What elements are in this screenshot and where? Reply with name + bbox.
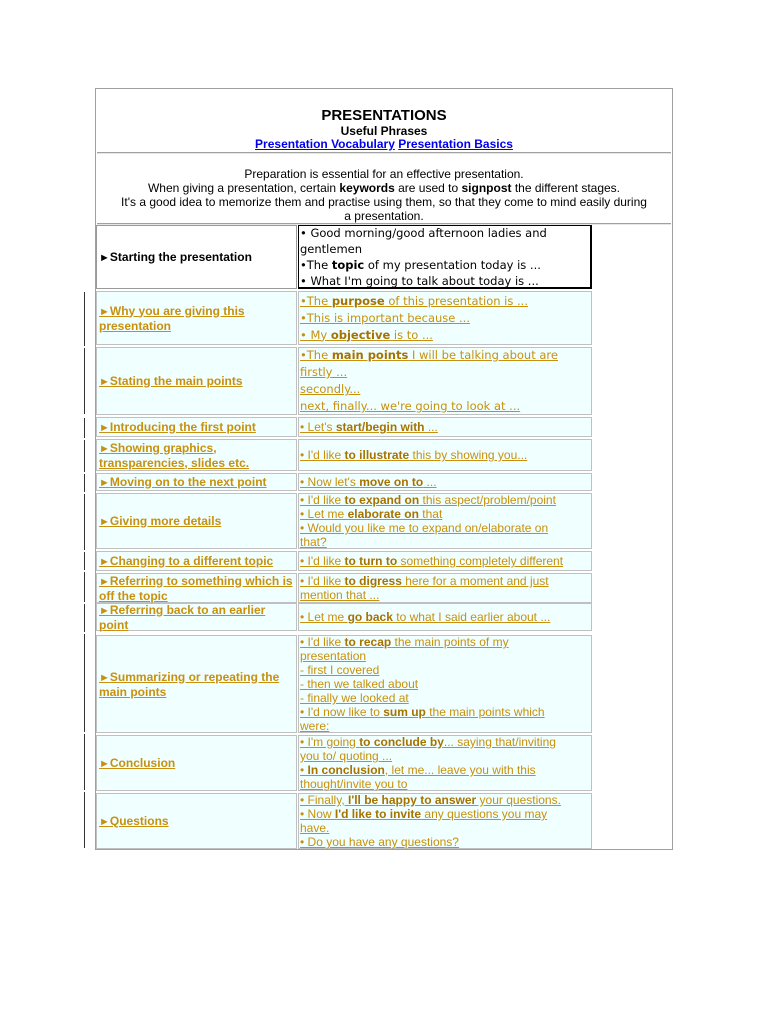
header-links	[96, 137, 672, 151]
phrase-text: gentlemen	[300, 241, 363, 256]
phrase-text: - then we talked about	[300, 677, 419, 691]
key-phrase: main points	[331, 348, 409, 362]
presentation-basics-link[interactable]: Presentation Basics	[398, 137, 513, 151]
phrase-line[interactable]	[300, 705, 590, 719]
phrase-line[interactable]	[300, 835, 590, 849]
phrase-cell	[298, 551, 592, 571]
phrase-line[interactable]	[300, 649, 590, 663]
stage-label-value: Giving more details	[109, 513, 222, 528]
key-phrase: to turn to	[344, 554, 398, 568]
phrase-cell	[298, 573, 592, 603]
key-phrase: purpose	[331, 293, 385, 308]
key-phrase: to expand on	[344, 493, 420, 507]
phrase-text: • I'd like	[300, 448, 345, 462]
page-title: PRESENTATIONS	[321, 107, 447, 124]
triangle-marker-icon: ►	[99, 305, 110, 318]
phrase-text: this aspect/problem/point	[419, 493, 556, 507]
triangle-marker-icon: ►	[99, 555, 110, 568]
phrase-cell	[298, 291, 592, 345]
divider	[97, 152, 671, 154]
triangle-marker-icon: ►	[99, 575, 110, 588]
phrase-cell	[298, 347, 592, 415]
phrase-text: • Now let's	[300, 475, 360, 489]
phrase-line[interactable]	[300, 554, 590, 568]
stage-label-value: Conclusion	[109, 755, 176, 770]
phrase-text: • I'd like	[300, 554, 345, 568]
stage-label-text	[99, 441, 294, 470]
table-row	[96, 347, 593, 415]
table-row	[96, 735, 593, 791]
table-row	[96, 493, 593, 549]
margin-line	[84, 440, 85, 472]
phrase-text: the main points of my	[391, 635, 509, 649]
stage-label-text	[99, 304, 294, 333]
stage-label-changing-to-a-different-topic[interactable]	[96, 551, 297, 571]
triangle-marker-icon: ►	[99, 815, 110, 828]
phrase-text: • Do you have any questions?	[300, 835, 459, 849]
phrase-cell	[298, 225, 592, 289]
phrase-text: •The	[300, 293, 332, 308]
phrase-text: • What I'm going to talk about today is ...	[300, 273, 539, 288]
stage-label-value: Starting the presentation	[109, 249, 252, 264]
stage-label-value: Stating the main points	[109, 373, 243, 388]
phrase-text: mention that ...	[300, 588, 380, 602]
stage-label-value: Referring back to an earlier point	[99, 602, 266, 632]
table-row	[96, 473, 593, 491]
phrase-text: is to ...	[390, 327, 433, 342]
table-row	[96, 573, 593, 603]
phrase-text: secondly...	[300, 382, 361, 396]
intro-text-segment: the different stages.	[511, 181, 621, 195]
margin-line	[84, 734, 85, 790]
phrase-text: • Now	[300, 807, 335, 821]
phrase-text: • Would you like me to expand on/elaborate on	[300, 521, 549, 535]
stage-label-value: Changing to a different topic	[109, 553, 274, 568]
triangle-marker-icon: ►	[99, 604, 110, 617]
margin-line	[84, 634, 85, 732]
key-phrase: to digress	[344, 574, 402, 588]
phrase-line[interactable]	[300, 807, 590, 821]
phrase-line	[300, 241, 589, 257]
phrase-line[interactable]	[300, 448, 590, 462]
phrase-cell	[298, 793, 592, 849]
header	[96, 89, 672, 153]
table-row	[96, 635, 593, 733]
phrase-cell	[298, 473, 592, 491]
key-phrase: to conclude by	[359, 735, 444, 749]
table-row	[96, 603, 593, 631]
intro-line-1: Preparation is essential for an effective presentation.	[244, 167, 524, 181]
key-phrase: to recap	[344, 635, 392, 649]
stage-label-starting-the-presentation	[96, 225, 297, 289]
key-phrase: In conclusion	[307, 763, 385, 777]
phrase-text: your questions.	[476, 793, 561, 807]
table-row	[96, 225, 593, 289]
stage-label-value: Moving on to the next point	[109, 474, 267, 489]
key-phrase: move on to	[359, 475, 424, 489]
phrase-line	[300, 257, 589, 273]
phrase-text: firstly ...	[300, 365, 348, 379]
stage-label-value: Referring to something which is off the topic	[99, 573, 293, 603]
phrase-line[interactable]	[300, 507, 590, 521]
phrase-text: • My	[300, 327, 331, 342]
phrase-line[interactable]	[300, 493, 590, 507]
margin-line	[84, 292, 85, 346]
stage-label-text	[99, 756, 175, 771]
margin-line	[84, 572, 85, 602]
phrase-text: thought/invite you to	[300, 777, 408, 791]
margin-line	[84, 348, 85, 414]
margin-line	[84, 494, 85, 550]
stage-label-text	[99, 670, 294, 699]
phrase-text: • Let's	[300, 420, 336, 434]
phrase-line[interactable]	[300, 398, 590, 415]
phrase-line[interactable]	[300, 749, 590, 763]
table-row	[96, 417, 593, 437]
keyword-signpost: signpost	[461, 181, 512, 195]
phrase-text: •The	[300, 348, 332, 362]
phrase-text: ... saying that/inviting	[443, 735, 556, 749]
stage-label-moving-on-to-the-next-point[interactable]	[96, 473, 297, 491]
intro-text-segment: When giving a presentation, certain	[147, 181, 340, 195]
phrase-line[interactable]	[300, 475, 590, 489]
phrase-text: you to/ quoting ...	[300, 749, 393, 763]
triangle-marker-icon: ►	[99, 421, 110, 434]
stage-label-summarizing-or-repeating-the-main-points[interactable]	[96, 635, 297, 733]
stage-label-text	[99, 574, 294, 603]
phrase-text: presentation	[300, 649, 367, 663]
page-subtitle: Useful Phrases	[340, 124, 428, 138]
stage-label-why-you-are-giving-this-presentation[interactable]	[96, 291, 297, 345]
phrase-line[interactable]	[300, 347, 590, 364]
phrase-text: something completely different	[397, 554, 564, 568]
phrase-line	[300, 273, 589, 289]
phrase-line[interactable]	[300, 635, 590, 649]
phrase-line[interactable]	[300, 293, 590, 310]
margin-line	[84, 792, 85, 848]
key-phrase: I'd like to invite	[334, 807, 422, 821]
document-panel	[95, 88, 673, 850]
key-phrase: elaborate on	[347, 507, 419, 521]
phrase-cell	[298, 493, 592, 549]
stage-label-introducing-the-first-point[interactable]	[96, 417, 297, 437]
stage-label-questions[interactable]	[96, 793, 297, 849]
stage-label-text	[99, 475, 267, 490]
triangle-marker-icon: ►	[99, 757, 110, 770]
phrase-text: were:	[300, 719, 330, 733]
phrase-line[interactable]	[300, 327, 590, 344]
phrase-line[interactable]	[300, 381, 590, 398]
stage-label-value: Questions	[109, 813, 169, 828]
stage-label-text	[99, 554, 273, 569]
stage-label-referring-to-something-which-is-off-the-topic[interactable]	[96, 573, 297, 603]
margin-line	[84, 552, 85, 570]
phrase-line[interactable]	[300, 677, 590, 691]
phrase-text: next, finally... we're going to look at ...	[300, 399, 521, 413]
stage-label-stating-the-main-points[interactable]	[96, 347, 297, 415]
stage-label-conclusion[interactable]	[96, 735, 297, 791]
phrase-line[interactable]	[300, 793, 590, 807]
phrase-line	[300, 225, 589, 241]
phrase-line[interactable]	[300, 719, 590, 733]
intro-text	[100, 167, 668, 223]
stage-label-text	[99, 374, 243, 389]
phrase-line[interactable]	[300, 663, 590, 677]
table-row	[96, 551, 593, 571]
phrase-text: the main points which	[425, 705, 545, 719]
stage-label-text	[99, 603, 294, 632]
key-phrase: topic	[331, 257, 365, 272]
key-phrase: start/begin with	[335, 420, 425, 434]
phrase-text: I will be talking about are	[408, 348, 558, 362]
stage-label-value: Introducing the first point	[109, 419, 256, 434]
phrase-line[interactable]	[300, 574, 590, 588]
stage-label-referring-back-to-an-earlier-point[interactable]	[96, 603, 297, 631]
triangle-marker-icon: ►	[99, 375, 110, 388]
phrase-line[interactable]	[300, 588, 590, 602]
intro-line-4: a presentation.	[344, 209, 424, 223]
stage-label-value: Why you are giving this presentation	[99, 303, 245, 333]
phrase-text: of my presentation today is ...	[364, 257, 541, 272]
phrase-line[interactable]	[300, 777, 590, 791]
key-phrase: to illustrate	[344, 448, 410, 462]
phrase-text: •This is important because ...	[300, 310, 470, 325]
phrase-text: have.	[300, 821, 330, 835]
key-phrase: go back	[347, 610, 393, 624]
triangle-marker-icon: ►	[99, 515, 110, 528]
keyword-keywords: keywords	[339, 181, 395, 195]
phrase-text: , let me... leave you with this	[384, 763, 536, 777]
stage-label-text	[99, 250, 252, 265]
stage-label-text	[99, 420, 256, 435]
phrase-cell	[298, 603, 592, 631]
phrase-cell	[298, 735, 592, 791]
key-phrase: I'll be happy to answer	[348, 793, 477, 807]
phrase-text: - first I covered	[300, 663, 380, 677]
triangle-marker-icon: ►	[99, 251, 110, 264]
phrase-text: ...	[424, 420, 438, 434]
stage-label-text	[99, 514, 221, 529]
table-row	[96, 291, 593, 345]
presentation-vocabulary-link[interactable]: Presentation Vocabulary	[255, 137, 395, 151]
stage-label-giving-more-details[interactable]	[96, 493, 297, 549]
key-phrase: objective	[330, 327, 391, 342]
stage-label-value: Summarizing or repeating the main points	[99, 669, 280, 699]
phrase-line[interactable]	[300, 763, 590, 777]
phrase-text: • Let me	[300, 507, 348, 521]
key-phrase: sum up	[383, 705, 426, 719]
phrase-text: that?	[300, 535, 327, 549]
phrase-cell	[298, 635, 592, 733]
intro-line-2	[100, 181, 668, 195]
phrase-text: • I'm going	[300, 735, 360, 749]
phrase-text: • Finally,	[300, 793, 348, 807]
phrase-text: here for a moment and just	[401, 574, 549, 588]
phrase-text: • I'd like	[300, 574, 345, 588]
phrase-text: any questions you may	[421, 807, 548, 821]
phrase-text: • I'd like	[300, 635, 345, 649]
phrase-text: of this presentation is ...	[384, 293, 528, 308]
stage-label-text	[99, 814, 169, 829]
phrase-line[interactable]	[300, 821, 590, 835]
stage-label-showing-graphics-transparencies-slides-etc[interactable]	[96, 439, 297, 471]
phrase-text: •The	[300, 257, 332, 272]
table-row	[96, 793, 593, 849]
triangle-marker-icon: ►	[99, 442, 110, 455]
triangle-marker-icon: ►	[99, 476, 110, 489]
phrase-text: • Good morning/good afternoon ladies and	[300, 225, 547, 240]
phrase-text: • I'd now like to	[300, 705, 384, 719]
phrase-text: - finally we looked at	[300, 691, 409, 705]
phrase-line[interactable]	[300, 610, 590, 624]
margin-line	[84, 418, 85, 438]
phrase-text: to what I said earlier about ...	[392, 610, 551, 624]
intro-line-3: It's a good idea to memorize them and practise using them, so that they come to mind easily during	[121, 195, 647, 209]
phrase-line[interactable]	[300, 364, 590, 381]
phrase-line[interactable]	[300, 735, 590, 749]
table-row	[96, 439, 593, 471]
margin-line	[84, 474, 85, 492]
phrase-cell	[298, 439, 592, 471]
phrase-line[interactable]	[300, 521, 590, 535]
phrase-text: that	[418, 507, 443, 521]
intro-text-segment: are used to	[394, 181, 462, 195]
phrase-line[interactable]	[300, 691, 590, 705]
phrase-text: • I'd like	[300, 493, 345, 507]
phrase-text: ...	[423, 475, 437, 489]
stage-label-value: Showing graphics, transparencies, slides etc.	[99, 440, 250, 470]
phrase-line[interactable]	[300, 310, 590, 327]
phrase-line[interactable]	[300, 535, 590, 549]
margin-line	[84, 604, 85, 632]
phrase-line[interactable]	[300, 420, 590, 434]
phrase-text: •	[300, 763, 308, 777]
triangle-marker-icon: ►	[99, 671, 110, 684]
phrase-text: • Let me	[300, 610, 348, 624]
phrase-cell	[298, 417, 592, 437]
phrase-text: this by showing you...	[409, 448, 528, 462]
